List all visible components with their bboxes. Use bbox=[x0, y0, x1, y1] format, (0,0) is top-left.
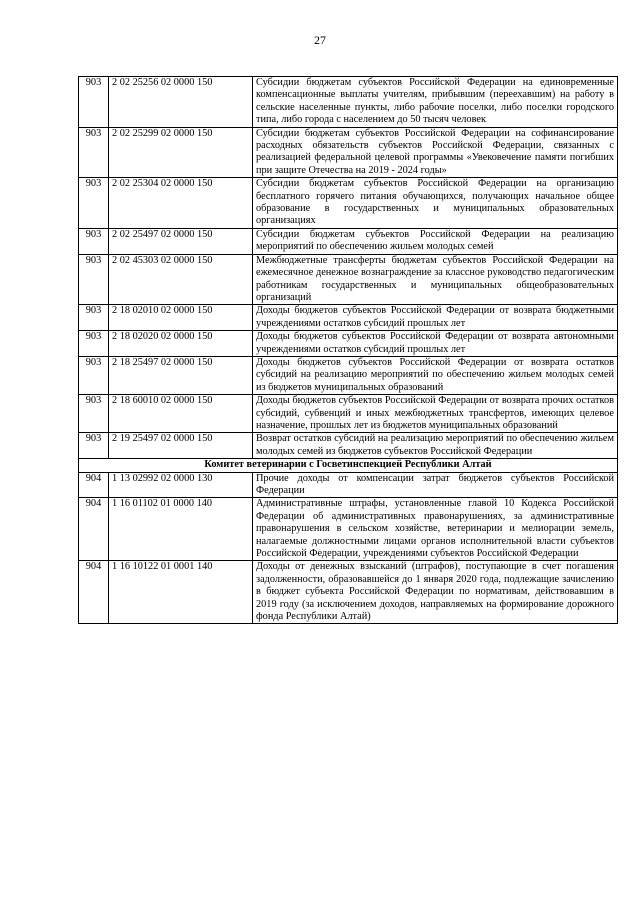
description-cell: Субсидии бюджетам субъектов Российской Федерации на организацию бесплатного горячего питания обучающихся, получающих начальное общее образование в государственных и муниципальных образовательных организациях bbox=[253, 178, 618, 229]
admin-code-cell: 903 bbox=[79, 356, 109, 394]
revenue-code-cell: 2 18 60010 02 0000 150 bbox=[109, 395, 253, 433]
admin-code-cell: 904 bbox=[79, 498, 109, 561]
admin-code-cell: 903 bbox=[79, 77, 109, 128]
description-cell: Субсидии бюджетам субъектов Российской Федерации на единовременные компенсационные выплаты учителям, прибывшим (переехавшим) на работу в сельские населенные пункты, либо рабочие поселки, либо поселки городского типа, либо города с населением до 50 тысяч человек bbox=[253, 77, 618, 128]
admin-code-cell: 904 bbox=[79, 472, 109, 498]
admin-code-cell: 903 bbox=[79, 178, 109, 229]
revenue-code-cell: 2 02 25256 02 0000 150 bbox=[109, 77, 253, 128]
description-cell: Доходы от денежных взысканий (штрафов), поступающие в счет погашения задолженности, образовавшейся до 1 января 2020 года, подлежащие зачислению в бюджет субъекта Российской Федерации по нормативам, действовавшим в 2019 году (за исключением доходов, направляемых на формирование дорожного фонда Республики Алтай) bbox=[253, 561, 618, 624]
revenue-code-cell: 2 02 25304 02 0000 150 bbox=[109, 178, 253, 229]
table-row bbox=[79, 178, 618, 229]
admin-code-cell: 903 bbox=[79, 305, 109, 331]
admin-code-cell: 903 bbox=[79, 331, 109, 357]
table-body bbox=[79, 77, 618, 624]
description-cell: Административные штрафы, установленные главой 10 Кодекса Российской Федерации об административных правонарушениях, за административные правонарушения в сельском хозяйстве, ветеринарии и мелиорации земель, налагаемые должностными лицами органов исполнительной власти субъектов Российской Федерации, учреждениями субъектов Российской Федерации bbox=[253, 498, 618, 561]
table-row bbox=[79, 395, 618, 433]
table-row bbox=[79, 433, 618, 459]
revenue-code-cell: 2 02 25299 02 0000 150 bbox=[109, 127, 253, 178]
revenue-code-cell: 2 18 02010 02 0000 150 bbox=[109, 305, 253, 331]
admin-code-cell: 903 bbox=[79, 433, 109, 459]
revenue-code-cell: 1 16 01102 01 0000 140 bbox=[109, 498, 253, 561]
admin-code-cell: 904 bbox=[79, 561, 109, 624]
table-row bbox=[79, 561, 618, 624]
table-row bbox=[79, 77, 618, 128]
description-cell: Доходы бюджетов субъектов Российской Федерации от возврата остатков субсидий на реализацию мероприятий по обеспечению жильем молодых семей из бюджетов муниципальных образований bbox=[253, 356, 618, 394]
section-header-row bbox=[79, 459, 618, 472]
description-cell: Доходы бюджетов субъектов Российской Федерации от возврата прочих остатков субсидий, субвенций и иных межбюджетных трансфертов, имеющих целевое назначение, прошлых лет из бюджетов муниципальных образований bbox=[253, 395, 618, 433]
revenue-code-cell: 1 13 02992 02 0000 130 bbox=[109, 472, 253, 498]
table-row bbox=[79, 228, 618, 254]
description-cell: Возврат остатков субсидий на реализацию мероприятий по обеспечению жильем молодых семей из бюджетов субъектов Российской Федерации bbox=[253, 433, 618, 459]
revenue-codes-table bbox=[78, 76, 618, 624]
revenue-code-cell: 2 19 25497 02 0000 150 bbox=[109, 433, 253, 459]
admin-code-cell: 903 bbox=[79, 127, 109, 178]
page-number: 27 bbox=[314, 33, 326, 47]
revenue-code-cell: 2 18 25497 02 0000 150 bbox=[109, 356, 253, 394]
table-row bbox=[79, 498, 618, 561]
admin-code-cell: 903 bbox=[79, 254, 109, 305]
description-cell: Субсидии бюджетам субъектов Российской Федерации на реализацию мероприятий по обеспечению жильем молодых семей bbox=[253, 228, 618, 254]
table-row bbox=[79, 254, 618, 305]
table-row bbox=[79, 472, 618, 498]
description-cell: Доходы бюджетов субъектов Российской Федерации от возврата автономными учреждениями остатков субсидий прошлых лет bbox=[253, 331, 618, 357]
description-cell: Межбюджетные трансферты бюджетам субъектов Российской Федерации на ежемесячное денежное вознаграждение за классное руководство педагогическим работникам государственных и муниципальных общеобразовательных организаций bbox=[253, 254, 618, 305]
description-cell: Прочие доходы от компенсации затрат бюджетов субъектов Российской Федерации bbox=[253, 472, 618, 498]
section-title: Комитет ветеринарии с Госветинспекцией Республики Алтай bbox=[79, 459, 618, 472]
revenue-code-cell: 1 16 10122 01 0001 140 bbox=[109, 561, 253, 624]
table-row bbox=[79, 331, 618, 357]
revenue-code-cell: 2 02 45303 02 0000 150 bbox=[109, 254, 253, 305]
table-row bbox=[79, 305, 618, 331]
admin-code-cell: 903 bbox=[79, 395, 109, 433]
table-row bbox=[79, 356, 618, 394]
table-row bbox=[79, 127, 618, 178]
description-cell: Доходы бюджетов субъектов Российской Федерации от возврата бюджетными учреждениями остатков субсидий прошлых лет bbox=[253, 305, 618, 331]
revenue-code-cell: 2 18 02020 02 0000 150 bbox=[109, 331, 253, 357]
admin-code-cell: 903 bbox=[79, 228, 109, 254]
revenue-code-cell: 2 02 25497 02 0000 150 bbox=[109, 228, 253, 254]
description-cell: Субсидии бюджетам субъектов Российской Федерации на софинансирование расходных обязательств субъектов Российской Федерации, связанных с реализацией федеральной целевой программы «Увековечение памяти погибших при защите Отечества на 2019 - 2024 годы» bbox=[253, 127, 618, 178]
